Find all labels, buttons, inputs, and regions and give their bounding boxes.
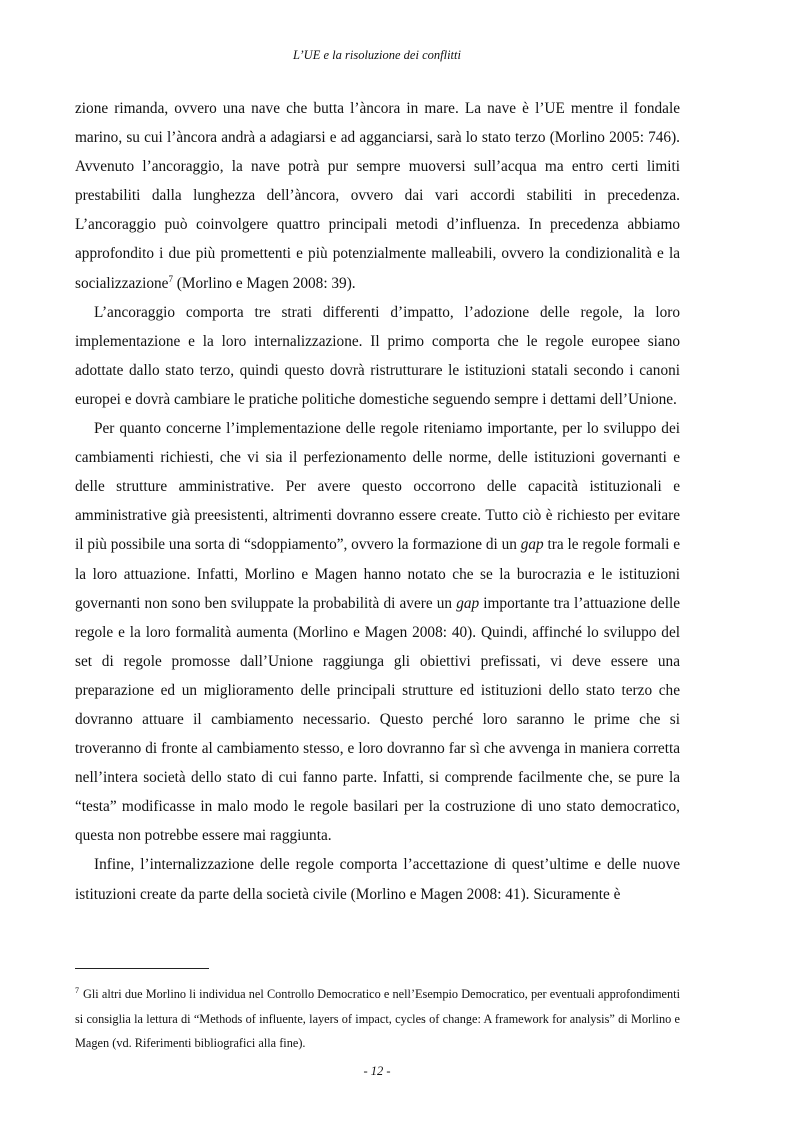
body-text: [75, 94, 680, 909]
page-number: - 12 -: [363, 1064, 391, 1078]
footnote-text: Gli altri due Morlino li individua nel Controllo Democratico e nell’Esempio Democratico, per eventuali approfondimenti si consiglia la lettura di “Methods of influente, layers of impact, cycles of change: A framework for analysis” di Morlino e Magen (vd. Riferimenti bibliografici alla fine).: [75, 987, 680, 1051]
italic-term: gap: [456, 594, 480, 612]
footnote: [75, 982, 680, 1056]
running-header: L’UE e la risoluzione dei conflitti: [293, 48, 461, 62]
footnote-mark: 7: [75, 985, 79, 995]
italic-term: gap: [520, 536, 544, 554]
footnote-reference: 7: [168, 273, 173, 284]
paragraph-4: Infine, l’internalizzazione delle regole comporta l’accettazione di quest’ultime e delle nuove istituzioni create da parte della società civile (Morlino e Magen 2008: 41). Sicuramente è: [75, 856, 680, 903]
paragraph-1: zione rimanda, ovvero una nave che butta l’àncora in mare. La nave è l’UE mentre il fondale marino, su cui l’àncora andrà a adagiarsi e ad agganciarsi, sarà lo stato terzo (Morlino 2005: 746). Avvenuto l’ancoraggio, la nave potrà pur sempre muoversi sull’acqua ma entro certi limiti prestabiliti dalla lunghezza dell’àncora, ovvero dai vari accordi stabiliti in precedenza. L’ancoraggio può coinvolgere quattro principali metodi d’influenza. In precedenza abbiamo approfondito i due più promettenti e più potenzialmente malleabili, ovvero la condizionalità e la socializzazione$^7$ (Morlino e Magen 2008: 39).: [75, 100, 680, 292]
paragraph-3: Per quanto concerne l’implementazione delle regole riteniamo importante, per lo sviluppo dei cambiamenti richiesti, che vi sia il perfezionamento delle norme, delle istituzioni governanti e delle strutture amministrative. Per avere questo occorrono delle capacità istituzionali e amministrative già preesistenti, altrimenti dovranno essere create. Tutto ciò è richiesto per evitare il più possibile una sorta di “sdoppiamento”, ovvero la formazione di un gap tra le regole formali e la loro attuazione. Infatti, Morlino e Magen hanno notato che se la burocrazia e le istituzioni governanti non sono ben sviluppate la probabilità di avere un gap importante tra l’attuazione delle regole e la loro formalità aumenta (Morlino e Magen 2008: 40). Quindi, affinché lo sviluppo del set di regole promosse dall’Unione raggiunga gli obiettivi prefissati, vi deve essere una preparazione ed un miglioramento delle principali strutture ed istituzioni dello stato terzo che dovranno attuare il cambiamento necessario. Questo perché loro saranno le prime che si troveranno di fronte al cambiamento stesso, e loro dovranno far sì che avvenga in maniera corretta nell’intera società dello stato di cui fanno parte. Infatti, si comprende facilmente che, se pure la “testa” modificasse in malo modo le regole basilari per la costruzione di uno stato democratico, questa non potrebbe essere mai raggiunta.: [75, 420, 681, 845]
paragraph-2: L’ancoraggio comporta tre strati differenti d’impatto, l’adozione delle regole, la loro implementazione e la loro internalizzazione. Il primo comporta che le regole europee siano adottate dallo stato terzo, quindi questo dovrà ristrutturare le istituzioni statali secondo i canoni europei e dovrà cambiare le pratiche politiche domestiche seguendo sempre i dettami dell’Unione.: [75, 303, 680, 408]
footnote-divider: [75, 968, 209, 969]
